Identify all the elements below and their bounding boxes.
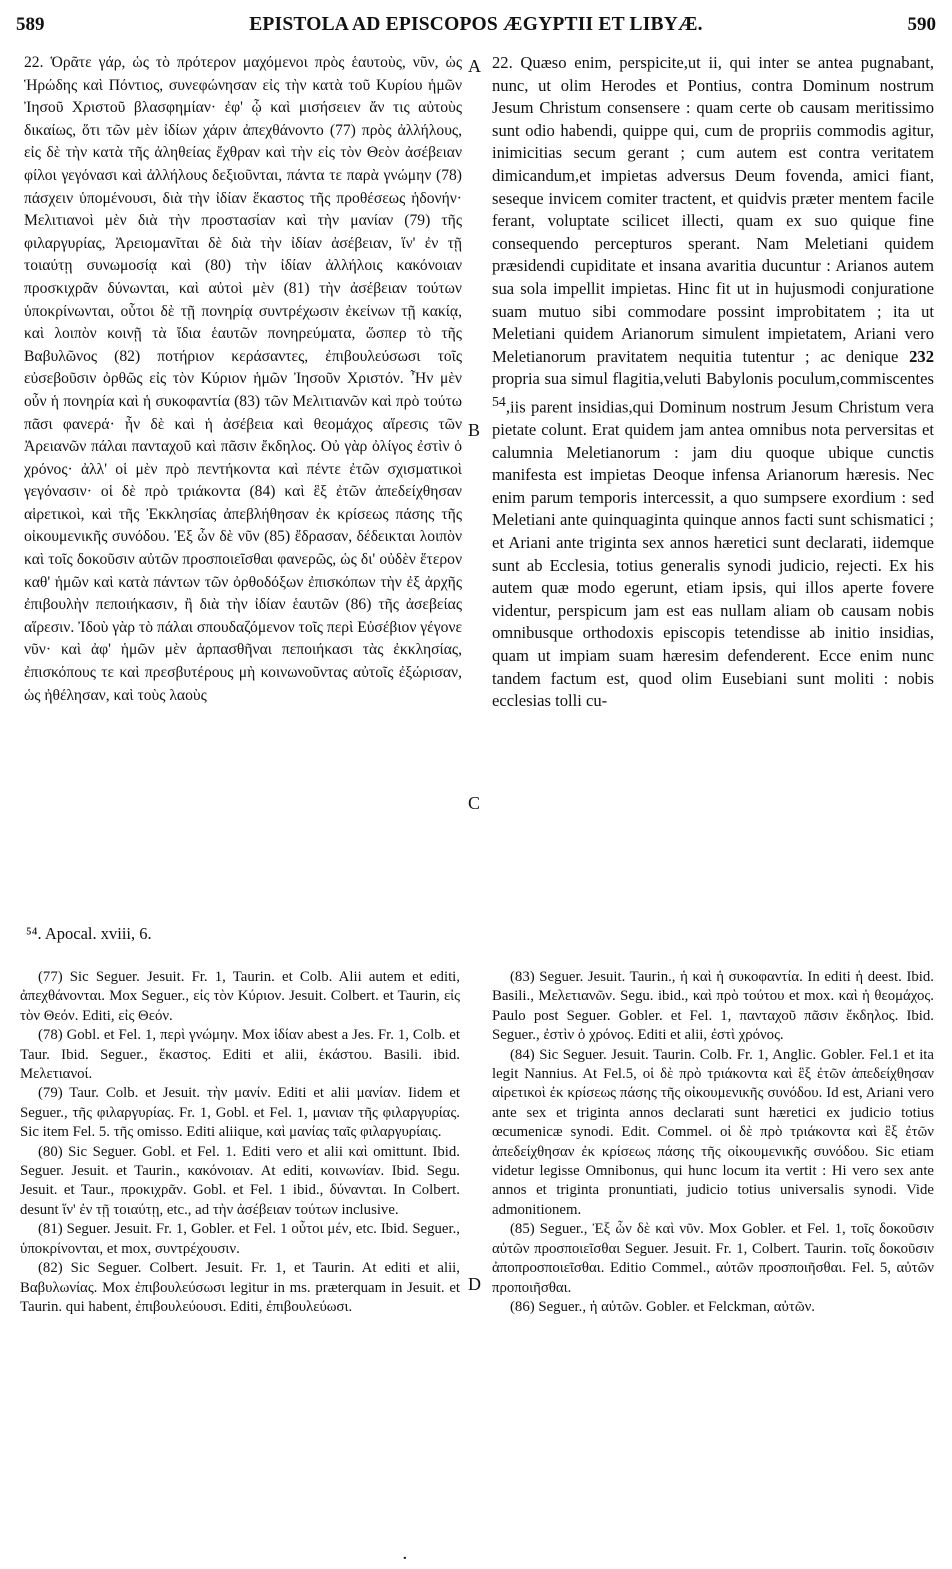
margin-marker-d: D — [468, 1274, 481, 1294]
note-78: (78) Gobl. et Fel. 1, περὶ γνώμην. Mox ἰδίαν abest a Jes. Fr. 1, Colb. et Taur. Ibid. Seguer., ἕκαστος. Editi et alii, ἑκάστου. Basili. ibid. Μελετιανοί. — [20, 1027, 460, 1083]
latin-text-part-2: propria sua simul flagitia,veluti Babylonis poculum,commiscentes — [492, 369, 934, 389]
note-83: (83) Seguer. Jesuit. Taurin., ἡ καὶ ἡ συκοφαντία. In editi ἡ deest. Ibid. Basili., Μελετιανῶν. Segu. ibid., καὶ πρὸ τούτου et mox. καὶ ἡ θεομάχος. Paulo post Seguer. Gobler. et Fel. 1, πανταχοῦ πᾶσιν ἔκδηλος. Ibid. Seguer., ἐστὶν ὁ χρόνος. Editi et alii, ἐστὶ χρόνος. — [492, 969, 934, 1044]
footnote-ref: 54 — [492, 393, 506, 409]
running-title: EPISTOLA AD EPISCOPOS ÆGYPTII ET LIBYÆ. — [249, 14, 703, 35]
note-85: (85) Seguer., Ἐξ ὧν δὲ καὶ νῦν. Mox Gobler. et Fel. 1, τοῖς δοκοῦσιν αὐτῶν προσποιεῖσθαι Seguer. Jesuit. Fr. 1, Colbert. Taurin. τοῖς δοκοῦσιν ἀποπροσποιεῖσθαι. Editio Commel., αὐτῶν προσποιῆσθαι. Fel. 5, αὐτῶν προποιῆσθαι. — [492, 1221, 934, 1296]
margin-marker-b: B — [468, 420, 481, 440]
greek-column: 22. Ὁρᾶτε γάρ, ὡς τὸ πρότερον μαχόμενοι πρὸς ἑαυτοὺς, νῦν, ὡς Ἡρώδης καὶ Πόντιος, συνεφώνησαν εἰς τὴν κατὰ τοῦ Κυρίου ἡμῶν Ἰησοῦ Χριστοῦ βλασφημίαν· ἐφ' ᾧ καὶ μισήσειεν ἄν τις αὐτοὺς δικαίως, ὅτι τῶν μὲν ἰδίων χάριν ἀπεχθάνοντο (77) πρὸς ἀλλήλους, εἰς δὲ τὴν κατὰ τῆς ἀληθείας ἔχθραν καὶ τὴν εἰς τὸν Θεὸν ἀσέβειαν φίλοι γεγόνασι καὶ ἀλλήλους δεξιοῦνται, πάντα τε παρὰ γνώμην (78) πάσχειν ὑπομένουσι, διὰ τὴν ἰδίαν ἕκαστος τῆς προθέσεως ἡδονήν· Μελιτιανοὶ μὲν διὰ τὴν προστασίαν καὶ τὴν μανίαν (79) τῆς φιλαργυρίας, Ἀρειομανῖται δὲ διὰ τὴν ἰδίαν ἀσέβειαν, ἵν' ἐν τῇ τοιαύτῃ συνωμοσίᾳ καὶ (80) τὴν ἰδίαν ἀλλήλοις κακόνοιαν προσκιχρᾶν δύνωνται, καὶ αὐτοὶ μὲν (81) τὴν ἀσέβειαν τούτων ὑποκρίνωνται, οὗτοι δὲ τῇ πονηρίᾳ συντρέχωσιν ἐκείνων τῇ κακίᾳ, καὶ λοιπὸν κοινῇ τὰ ἴδια ἑαυτῶν πονηρεύματα, ὥσπερ τὸ τῆς Βαβυλῶνος (82) ποτήριον κεράσαντες, ἐπιβουλεύσωσι τοῖς εὐσεβοῦσιν ὀρθῶς εἰς τὸν Κύριον ἡμῶν Ἰησοῦν Χριστόν. Ἦν μὲν οὖν ἡ πονηρία καὶ ἡ συκοφαντία (83) τῶν Μελιτιανῶν καὶ πρὸ τούτω πᾶσι φανερά· ἦν δὲ καὶ ἡ ἀσέβεια καὶ θεομάχος αἵρεσις τῶν Ἀρειανῶν πάλαι πανταχοῦ καὶ πᾶσιν ἔκδηλος. Οὐ γὰρ ὀλίγος ἐστὶν ὁ χρόνος· ἀλλ' οἱ μὲν πρὸ πεντήκοντα καὶ πέντε ἐτῶν σχισματικοὶ γεγόνασιν· οἱ δὲ πρὸ τριάκοντα (84) καὶ ἓξ ἐτῶν ἀπεδείχθησαν αἱρετικοὶ, καὶ τῆς Ἐκκλησίας ἀπεβλήθησαν ἐκ κρίσεως πάσης τῆς οἰκουμενικῆς συνόδου. Ἐξ ὧν δὲ νῦν (85) ἔδρασαν, δέδεικται λοιπὸν καὶ τοῖς δοκοῦσιν αὐτῶν προσποιεῖσθαι φανερῶς, ὡς δι' οὐδὲν ἕτερον καθ' ἡμῶν καὶ κατὰ πάντων τῶν ὀρθοδόξων ἐπισκόπων τὴν ἐξ ἀρχῆς ἐπιβουλὴν πεποιήκασιν, ἢ διὰ τὴν ἰδίαν ἑαυτῶν (86) τῆς ἀσεβείας αἵρεσιν. Ἰδοὺ γὰρ τὸ πάλαι σπουδαζόμενον τοῖς περὶ Εὐσέβιον γέγονε νῦν· καὶ ἀφ' ἡμῶν μὲν ἁρπασθῆναι πεποιήκασι τὰς ἐκκλησίας, ἐπισκόπους τε καὶ πρεσβυτέρους μὴ κοινωνοῦντας αὐτοῖς ἐξώρισαν, ὡς ἠθέλησαν, καὶ τοὺς λαοὺς — [24, 54, 462, 704]
note-86: (86) Seguer., ἡ αὐτῶν. Gobler. et Felckman, αὐτῶν. — [510, 1298, 815, 1315]
stray-dot: · — [402, 1548, 408, 1569]
note-84: (84) Sic Seguer. Jesuit. Taurin. Colb. Fr. 1, Anglic. Gobler. Fel.1 et ita legit Nannius. At Fel.5, οἱ δὲ πρὸ τριάκοντα καὶ ἓξ ἐτῶν ἀπεδείχθησαν αἱρετικοὶ ἐκ κρίσεως πάσης τῆς οἰκουμενικῆς συνόδου. Id est, Ariani vero ante sex et triginta annos declarati sunt hæretici ex judicio totius œcumenicæ synodi. Edit. Commel. οἱ δὲ πρὸ τριάκοντα καὶ ἓξ ἐτῶν ἀπεδείχθησαν ἐκ κρίσεως πάσης τῆς οἰκουμενικῆς συνόδου. Sic etiam videtur legisse Omnibonus, qui hunc locum ita vertit : Hi vero sex ante annos et triginta pronuntiati, judicio totius universalis synodi. Vide admonitionem. — [492, 1046, 934, 1218]
left-page-number: 589 — [16, 14, 45, 35]
margin-marker-c: C — [468, 793, 481, 813]
latin-text-part-1: 22. Quæso enim, perspicite,ut ii, qui inter se antea pugnabant, nunc, ut olim Herodes et Pontius, contra Dominum nostrum Jesum Christum consensere : quam certe ob causam meritissimo sunt odio habendi, quippe qui, cum de propriis commodis agitur, inimicitias secum gerant ; cum autem est contra veritatem dimicandum,et impietas adversus Deum fovenda, amici fiant, seseque invicem comiter tractent, et quidvis præter mentem facile ferant, voluptate scilicet illecti, quam ex suo quique fine consequendo percepturos sperant. Nam Meletiani quidem præsidendi cupiditate et insana avaritia ducuntur : Arianos autem sua sola impellit impietas. Hinc fit ut in hujusmodi conjuratione suam mutuo sibi commodare possint improbitatem ; ita ut Meletiani quidem Arianorum simulent impietatem, Ariani vero Meletianorum pravitatem nequitia tutentur ; ac denique — [492, 53, 934, 366]
critical-notes-left — [20, 968, 460, 1317]
footnote-54: ⁵⁴. Apocal. xviii, 6. — [26, 924, 152, 943]
critical-notes-right — [492, 968, 934, 1317]
right-page-number: 590 — [907, 14, 936, 35]
latin-text-part-3: ,iis parent insidias,qui Dominum nostrum Jesum Christum vera pietate colunt. Erat quidem jam antea omnibus nota perversitas et calumnia Meletianorum : jam diu quoque ubique cunctis manifesta est impietas Deoque infensa Arianorum hæresis. Nec enim parum temporis intercessit, a quo sumpsere exordium : sed Meletiani ante quinquaginta quinque annos facti sunt schismatici ; et Ariani ante triginta sex annos hæretici sunt declarati, iidemque sunt ab Ecclesia, totius generalis synodi judicio, rejecti. Ex his autem quæ modo egerunt, etiam ipsis, qui illos aperte fovere videntur, perspicum jam est eas nullam aliam ob causam nobis omnibusque orthodoxis episcopis tetendisse ab initio insidias, quam ut impiam suam hæresim defenderent. Ecce enim nunc tandem factum est, quod olim Eusebiani sunt moliti : nobis ecclesias tolli cu- — [492, 397, 934, 711]
note-77: (77) Sic Seguer. Jesuit. Fr. 1, Taurin. et Colb. Alii autem et editi, ἀπεχθάνονται. Mox Seguer., εἰς τὸν Κύριον. Jesuit. Colbert. et Taurin, εἰς τὸν Θεόν. Editi, εἰς Θεόν. — [20, 969, 460, 1024]
note-79: (79) Taur. Colb. et Jesuit. τὴν μανίν. Editi et alii μανίαν. Iidem et Seguer., τῆς φιλαργυρίας. Fr. 1, Gobl. et Fel. 1, μανιαν τῆς φιλαργυρίας. Sic item Fel. 5. τῆς omisso. Editi aliique, καὶ μανίας ταῖς φιλαργυρίαις. — [20, 1085, 460, 1141]
column-number: 232 — [909, 346, 934, 366]
running-header — [16, 14, 936, 42]
margin-marker-a: A — [468, 56, 481, 76]
note-81: (81) Seguer. Jesuit. Fr. 1, Gobler. et Fel. 1 οὗτοι μέν, etc. Ibid. Seguer., ὑποκρίνονται, et mox, συντρέχουσιν. — [20, 1221, 460, 1257]
note-80: (80) Sic Seguer. Gobl. et Fel. 1. Editi vero et alii καὶ omittunt. Ibid. Seguer. Jesuit. et Taurin., κακόνοιαν. At editi, κοινωνίαν. Ibid. Segu. Jesuit. et Taur., προκιχρᾶν. Gobl. et Fel. 1 ibid., δύνανται. In Colbert. desunt ἵν' ἐν τῇ τοιαύτῃ, etc., ad τὴν ἀσέβειαν τούτων inclusive. — [20, 1143, 460, 1218]
note-82: (82) Sic Seguer. Colbert. Jesuit. Fr. 1, et Taurin. At editi et alii, Βαβυλωνίας. Mox ἐπιβουλεύσωσι legitur in ms. præterquam in Jesuit. et Taurin. qui habent, ἐπιβουλεύουσι. Editi, ἐπιβουλεύωσι. — [20, 1260, 460, 1315]
latin-column — [492, 52, 934, 713]
